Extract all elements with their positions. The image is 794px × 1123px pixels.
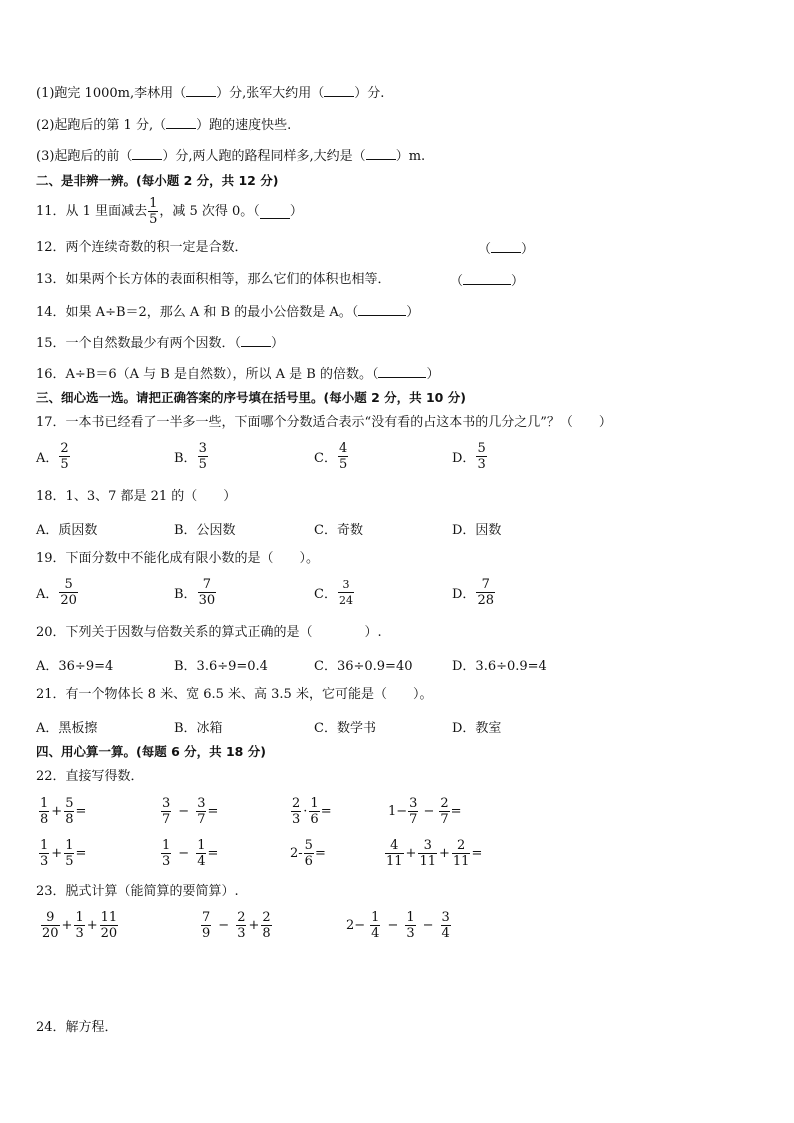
numerator: 9 (46, 910, 55, 925)
subquestion-2-text-b: ）跑的速度快些. (196, 118, 292, 133)
answer-blank[interactable] (366, 146, 396, 160)
question-14-text: 14．如果 A÷B＝2，那么 A 和 B 的最小公倍数是 A。（ (36, 305, 359, 320)
numerator: 3 (197, 796, 206, 811)
denominator: 7 (197, 812, 206, 827)
option-label: C． (314, 451, 337, 466)
expression-2 (200, 910, 273, 941)
fraction (291, 796, 301, 827)
denominator: 5 (60, 457, 69, 472)
question-21: 21．有一个物体长 8 米、宽 6.5 米、高 3.5 米，它可能是（ ）。 (36, 687, 433, 702)
question-18: 18．1、3、7 都是 21 的（ ） (36, 489, 237, 504)
option-a[interactable] (36, 577, 79, 608)
fraction (196, 796, 206, 827)
option-c[interactable] (314, 577, 355, 608)
denominator: 24 (338, 594, 353, 607)
denominator: 28 (477, 593, 494, 608)
question-16 (36, 364, 439, 384)
question-14 (36, 302, 419, 322)
equals-sign: = (75, 846, 87, 861)
fraction (441, 910, 451, 941)
denominator: 4 (441, 926, 450, 941)
fraction (476, 441, 486, 472)
denominator: 3 (477, 457, 486, 472)
operator: + (248, 918, 260, 933)
expression-2 (160, 796, 218, 827)
denominator: 11 (419, 854, 436, 869)
whole-number: 2− (346, 918, 366, 933)
fraction (196, 838, 206, 869)
denominator: 3 (406, 926, 415, 941)
numerator: 1 (371, 910, 380, 925)
numerator: 5 (64, 577, 73, 592)
expression-4 (388, 796, 462, 827)
numerator: 2 (457, 838, 466, 853)
numerator: 3 (162, 796, 171, 811)
fraction (261, 910, 271, 941)
subquestion-3-text-b: ）分,两人跑的路程同样多,大约是（ (162, 149, 366, 164)
option-a[interactable] (36, 441, 71, 472)
fraction (198, 441, 208, 472)
option-label: B． (174, 451, 197, 466)
question-12: 12．两个连续奇数的积一定是合数． (36, 240, 248, 255)
numerator: 5 (477, 441, 486, 456)
operator: − (423, 804, 435, 819)
numerator: 1 (40, 838, 49, 853)
denominator: 20 (42, 926, 59, 941)
fraction (59, 577, 78, 608)
fraction (385, 838, 404, 869)
fraction (59, 441, 69, 472)
numerator: 2 (440, 796, 449, 811)
numerator: 7 (202, 577, 211, 592)
denominator: 3 (292, 812, 301, 827)
denominator: 20 (60, 593, 77, 608)
numerator: 11 (100, 910, 118, 925)
operator: · (303, 804, 308, 819)
fraction (370, 910, 380, 941)
whole-number: 2- (290, 846, 303, 861)
numerator: 1 (75, 910, 84, 925)
denominator: 3 (237, 926, 246, 941)
option-label: D． (452, 587, 476, 602)
option-a[interactable]: A．质因数 (36, 523, 98, 538)
fraction (74, 910, 84, 941)
equals-sign: = (207, 804, 219, 819)
operator: + (439, 846, 450, 861)
subquestion-1-text-a: (1)跑完 1000m,李林用（ (36, 86, 187, 101)
denominator: 5 (198, 457, 207, 472)
denominator: 4 (371, 926, 380, 941)
paren-close: ） (521, 242, 535, 257)
option-d[interactable] (452, 577, 496, 608)
question-13-answer (450, 271, 524, 291)
expression-7 (290, 838, 326, 869)
subquestion-2 (36, 115, 291, 135)
equals-sign: = (320, 804, 332, 819)
subquestion-1-text-b: ）分,张军大约用（ (216, 86, 325, 101)
question-16-text: 16．A÷B＝6（A 与 B 是自然数），所以 A 是 B 的倍数。（ (36, 367, 379, 382)
question-22: 22．直接写得数． (36, 769, 144, 784)
section-3-heading: 三、细心选一选。请把正确答案的序号填在括号里。(每小题 2 分，共 10 分) (36, 390, 466, 405)
equals-sign: = (471, 846, 483, 861)
equals-sign: = (314, 846, 326, 861)
fraction (439, 796, 449, 827)
paren-open: （ (478, 242, 492, 257)
operator: + (405, 846, 417, 861)
fraction (39, 796, 49, 827)
expression-3 (346, 910, 452, 941)
equals-sign: = (75, 804, 87, 819)
paren-close: ） (511, 274, 525, 289)
denominator: 20 (100, 926, 118, 941)
numerator: 4 (390, 838, 399, 853)
fraction (418, 838, 437, 869)
expression-1 (40, 910, 119, 941)
question-15 (36, 333, 284, 353)
numerator: 2 (237, 910, 246, 925)
question-12-answer (478, 239, 534, 259)
denominator: 3 (40, 854, 49, 869)
answer-blank[interactable] (378, 364, 426, 378)
option-d[interactable]: D．教室 (452, 721, 502, 736)
numerator: 1 (65, 838, 74, 853)
option-d[interactable]: D．3.6÷0.9=4 (452, 659, 547, 674)
question-13: 13．如果两个长方体的表面积相等，那么它们的体积也相等． (36, 272, 391, 287)
fraction (41, 910, 60, 941)
fraction (100, 910, 119, 941)
denominator: 6 (310, 812, 319, 827)
numerator: 2 (292, 796, 301, 811)
question-11-text-a: 11．从 1 里面减去 (36, 203, 148, 219)
fraction (309, 796, 319, 827)
denominator: 5 (338, 457, 348, 472)
question-11-text-b: ，减 5 次得 0。（ (159, 203, 260, 219)
numerator: 3 (342, 578, 350, 591)
denominator: 6 (304, 854, 313, 869)
answer-blank[interactable] (166, 115, 196, 129)
denominator: 8 (262, 926, 271, 941)
option-b[interactable]: B．冰箱 (174, 721, 223, 736)
denominator: 8 (40, 812, 49, 827)
answer-blank[interactable] (324, 83, 354, 97)
fraction (338, 441, 348, 472)
subquestion-3-text-c: ）m. (395, 149, 426, 164)
answer-blank[interactable] (132, 146, 162, 160)
answer-blank[interactable] (241, 333, 271, 347)
fraction (236, 910, 246, 941)
denominator: 5 (149, 212, 158, 227)
numerator: 1 (40, 796, 49, 811)
fraction (201, 910, 211, 941)
question-11 (36, 196, 303, 227)
numerator: 5 (65, 796, 74, 811)
fraction (64, 796, 74, 827)
option-d[interactable]: D．因数 (452, 523, 502, 538)
numerator: 2 (60, 441, 69, 456)
operator: − (422, 918, 434, 933)
subquestion-3 (36, 146, 425, 166)
denominator: 8 (65, 812, 74, 827)
question-17: 17．一本书已经看了一半多一些，下面哪个分数适合表示“没有看的占这本书的几分之几”？（ ） (36, 415, 612, 430)
numerator: 3 (423, 838, 432, 853)
expression-1 (38, 796, 86, 827)
subquestion-2-text-a: (2)起跑后的第 1 分,（ (36, 118, 167, 133)
answer-blank[interactable] (358, 302, 406, 316)
numerator: 3 (198, 441, 207, 456)
denominator: 11 (452, 854, 470, 869)
section-2-heading: 二、是非辨一辨。(每小题 2 分，共 12 分) (36, 173, 279, 188)
option-label: B． (174, 587, 197, 602)
numerator: 1 (149, 196, 158, 211)
option-d[interactable] (452, 441, 488, 472)
fraction (338, 577, 354, 608)
denominator: 4 (197, 854, 206, 869)
section-4-heading: 四、用心算一算。(每题 6 分，共 18 分) (36, 744, 266, 759)
answer-blank[interactable] (463, 271, 511, 285)
operator: − (218, 918, 230, 933)
numerator: 3 (441, 910, 450, 925)
answer-blank[interactable] (260, 205, 290, 219)
operator: + (61, 918, 73, 933)
numerator: 1 (406, 910, 415, 925)
operator: + (51, 846, 63, 861)
option-c[interactable]: C．奇数 (314, 523, 363, 538)
paren-close: ） (271, 336, 285, 351)
option-c[interactable]: C．36÷0.9=40 (314, 659, 413, 674)
option-label: A． (36, 451, 59, 466)
option-label: C． (314, 587, 337, 602)
operator: + (51, 804, 63, 819)
option-b[interactable]: B．3.6÷9=0.4 (174, 659, 268, 674)
fraction (161, 796, 171, 827)
fraction (39, 838, 49, 869)
fraction (304, 838, 314, 869)
question-24: 24．解方程． (36, 1020, 118, 1035)
fraction (148, 196, 158, 227)
operator: − (178, 846, 190, 861)
paren-open: （ (450, 274, 464, 289)
fraction (408, 796, 418, 827)
denominator: 11 (386, 854, 403, 869)
numerator: 1 (197, 838, 206, 853)
subquestion-1-text-c: ）分. (354, 86, 385, 101)
option-c[interactable] (314, 441, 349, 472)
option-label: A． (36, 587, 59, 602)
paren-close: ） (426, 367, 440, 382)
subquestion-3-text-a: (3)起跑后的前（ (36, 149, 133, 164)
question-11-text-c: ） (289, 203, 303, 219)
option-a[interactable]: A．36÷9=4 (36, 659, 114, 674)
answer-blank[interactable] (186, 83, 216, 97)
question-20: 20．下列关于因数与倍数关系的算式正确的是（ ）. (36, 625, 382, 640)
numerator: 5 (304, 838, 313, 853)
numerator: 2 (262, 910, 271, 925)
numerator: 7 (202, 910, 211, 925)
denominator: 7 (162, 812, 171, 827)
question-15-text: 15．一个自然数最少有两个因数．（ (36, 336, 242, 351)
denominator: 7 (409, 812, 418, 827)
fraction (405, 910, 415, 941)
denominator: 3 (162, 854, 171, 869)
numerator: 7 (481, 577, 490, 592)
question-19: 19．下面分数中不能化成有限小数的是（ ）。 (36, 551, 320, 566)
operator: + (86, 918, 98, 933)
option-b[interactable]: B．公因数 (174, 523, 236, 538)
numerator: 1 (162, 838, 171, 853)
whole-number: 1− (388, 804, 408, 819)
fraction (452, 838, 471, 869)
operator: − (178, 804, 190, 819)
operator: − (387, 918, 399, 933)
fraction (476, 577, 495, 608)
expression-8 (384, 838, 482, 869)
fraction (64, 838, 74, 869)
question-23: 23．脱式计算（能简算的要简算）. (36, 884, 239, 899)
denominator: 9 (202, 926, 211, 941)
denominator: 5 (65, 854, 74, 869)
denominator: 3 (75, 926, 84, 941)
answer-blank[interactable] (491, 239, 521, 253)
fraction (198, 577, 217, 608)
denominator: 30 (198, 593, 216, 608)
expression-6 (160, 838, 218, 869)
numerator: 4 (338, 441, 348, 456)
expression-5 (38, 838, 86, 869)
equals-sign: = (450, 804, 462, 819)
numerator: 3 (409, 796, 418, 811)
subquestion-1 (36, 83, 384, 103)
option-label: D． (452, 451, 476, 466)
option-a[interactable]: A．黑板擦 (36, 721, 98, 736)
equals-sign: = (207, 846, 219, 861)
expression-3 (290, 796, 332, 827)
fraction (161, 838, 171, 869)
denominator: 7 (440, 812, 449, 827)
option-b[interactable] (174, 577, 217, 608)
paren-close: ） (406, 305, 420, 320)
numerator: 1 (310, 796, 319, 811)
option-c[interactable]: C．数学书 (314, 721, 376, 736)
option-b[interactable] (174, 441, 209, 472)
